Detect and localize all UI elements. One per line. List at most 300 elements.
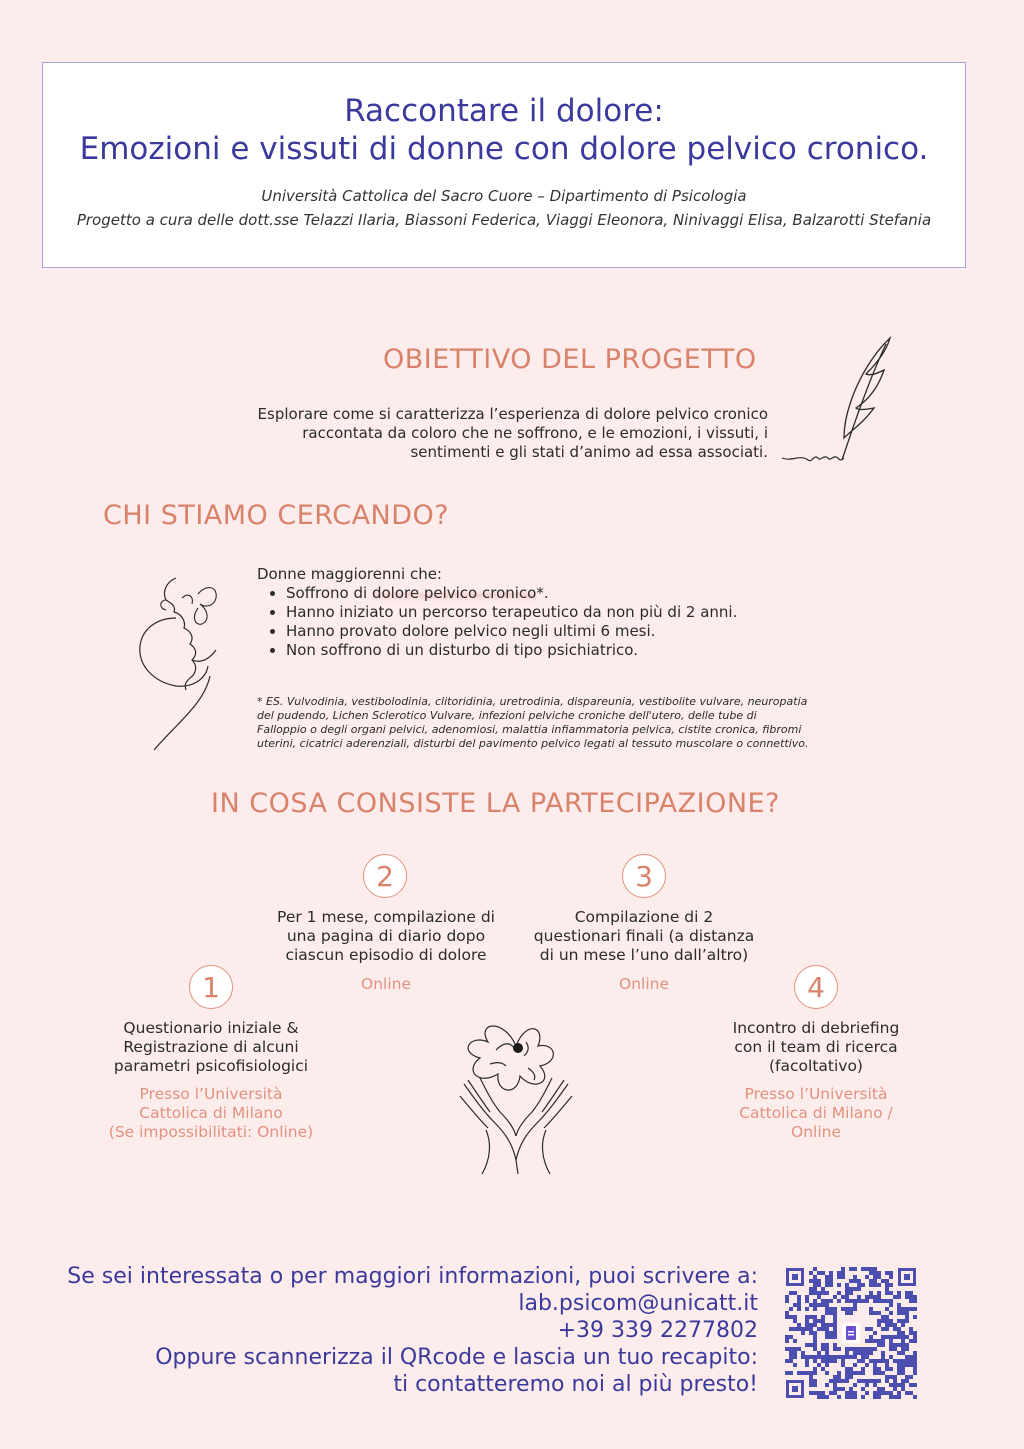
qr-module: [833, 1391, 837, 1395]
qr-module: [825, 1327, 829, 1331]
qr-module: [913, 1395, 917, 1399]
qr-module: [809, 1323, 813, 1327]
criteria-text: Soffrono di: [286, 584, 372, 602]
qr-module: [845, 1291, 849, 1295]
qr-module: [885, 1379, 889, 1383]
qr-module: [825, 1283, 829, 1287]
qr-module: [825, 1343, 829, 1347]
qr-module: [841, 1387, 845, 1391]
qr-module: [853, 1355, 857, 1359]
qr-module: [881, 1359, 885, 1363]
qr-module: [869, 1347, 873, 1351]
qr-module: [897, 1307, 901, 1311]
qr-module: [869, 1327, 873, 1331]
qr-module: [913, 1371, 917, 1375]
qr-module: [897, 1395, 901, 1399]
qr-module: [833, 1355, 837, 1359]
qr-module: [877, 1323, 881, 1327]
qr-module: [853, 1275, 857, 1279]
qr-module: [817, 1319, 821, 1323]
qr-module: [813, 1319, 817, 1323]
qr-module: [797, 1371, 801, 1375]
qr-module: [849, 1287, 853, 1291]
qr-module: [877, 1283, 881, 1287]
qr-module: [881, 1351, 885, 1355]
qr-module: [885, 1327, 889, 1331]
qr-module: [825, 1331, 829, 1335]
qr-module: [821, 1391, 825, 1395]
qr-module: [825, 1323, 829, 1327]
qr-module: [881, 1327, 885, 1331]
qr-module: [897, 1371, 901, 1375]
qr-module: [873, 1279, 877, 1283]
qr-module: [901, 1379, 905, 1383]
qr-module: [893, 1347, 897, 1351]
qr-module: [913, 1355, 917, 1359]
qr-module: [825, 1307, 829, 1311]
qr-module: [837, 1387, 841, 1391]
qr-module: [869, 1351, 873, 1355]
qr-module: [785, 1315, 789, 1319]
qr-module: [853, 1395, 857, 1399]
qr-module: [805, 1359, 809, 1363]
qr-module: [793, 1315, 797, 1319]
qr-module: [869, 1291, 873, 1295]
qr-module: [829, 1307, 833, 1311]
qr-module: [873, 1283, 877, 1287]
contact-block: [60, 1263, 758, 1398]
qr-module: [817, 1303, 821, 1307]
qr-module: [809, 1291, 813, 1295]
qr-module: [853, 1371, 857, 1375]
qr-module: [913, 1335, 917, 1339]
qr-module: [809, 1271, 813, 1275]
qr-module: [909, 1291, 913, 1295]
qr-module: [813, 1335, 817, 1339]
qr-module: [849, 1279, 853, 1283]
qr-module: [889, 1335, 893, 1339]
qr-module: [881, 1339, 885, 1343]
qr-module: [909, 1307, 913, 1311]
qr-module: [885, 1299, 889, 1303]
qr-module: [869, 1267, 873, 1271]
page-title-line2: Emozioni e vissuti di donne con dolore pelvico cronico.: [79, 131, 929, 167]
qr-module: [837, 1271, 841, 1275]
step-4-number: 4: [794, 965, 838, 1009]
qr-module: [849, 1311, 853, 1315]
qr-module: [865, 1267, 869, 1271]
qr-module: [913, 1331, 917, 1335]
qr-module: [885, 1283, 889, 1287]
qr-module: [881, 1319, 885, 1323]
location-line: Presso l’Università: [744, 1085, 888, 1103]
qr-module: [893, 1387, 897, 1391]
qr-module: [861, 1379, 865, 1383]
contact-phone-link[interactable]: +39 339 2277802: [557, 1318, 758, 1343]
objective-text: [200, 405, 768, 462]
qr-module: [813, 1359, 817, 1363]
qr-module: [901, 1311, 905, 1315]
contact-email-link[interactable]: lab.psicom@unicatt.it: [518, 1291, 758, 1316]
qr-module: [837, 1299, 841, 1303]
qr-module: [877, 1291, 881, 1295]
step-text-line: Per 1 mese, compilazione di: [277, 908, 495, 926]
qr-module: [897, 1367, 901, 1371]
qr-module: [809, 1303, 813, 1307]
qr-module: [813, 1339, 817, 1343]
footnote-line: * ES. Vulvodinia, vestibolodinia, clitoridinia, uretrodinia, dispareunia, vestibolite vulvare, neuropatia: [257, 695, 808, 708]
qr-module: [853, 1279, 857, 1283]
qr-module: [817, 1283, 821, 1287]
qr-module: [881, 1387, 885, 1391]
qr-module: [889, 1395, 893, 1399]
step-text-line: ciascun episodio di dolore: [285, 946, 487, 964]
qr-module: [885, 1307, 889, 1311]
qr-module: [877, 1295, 881, 1299]
qr-module: [905, 1363, 909, 1367]
qr-module: [817, 1395, 821, 1399]
qr-module: [869, 1339, 873, 1343]
qr-module: [821, 1315, 825, 1319]
qr-module: [821, 1287, 825, 1291]
qr-module: [785, 1299, 789, 1303]
qr-module: [845, 1283, 849, 1287]
qr-module: [829, 1279, 833, 1283]
qr-module: [849, 1347, 853, 1351]
qr-module: [833, 1311, 837, 1315]
qr-module: [817, 1363, 821, 1367]
qr-module: [905, 1355, 909, 1359]
qr-module: [829, 1271, 833, 1275]
objective-line1: Esplorare come si caratterizza l’esperienza di dolore pelvico cronico: [257, 405, 768, 423]
qr-module: [785, 1335, 789, 1339]
location-line: (Se impossibilitati: Online): [108, 1123, 314, 1141]
objective-title: OBIETTIVO DEL PROGETTO: [383, 344, 757, 375]
qr-module: [877, 1275, 881, 1279]
qr-module: [857, 1347, 861, 1351]
qr-module: [905, 1375, 909, 1379]
qr-module: [889, 1343, 893, 1347]
qr-module: [849, 1395, 853, 1399]
qr-module: [809, 1383, 813, 1387]
face-butterfly-line-art: [136, 574, 236, 754]
qr-module: [813, 1379, 817, 1383]
qr-module: [877, 1343, 881, 1347]
qr-module: [829, 1335, 833, 1339]
qr-module: [905, 1359, 909, 1363]
authors-text: Progetto a cura delle dott.sse Telazzi Ilaria, Biassoni Federica, Viaggi Eleonora, Ninivaggi Elisa, Balzarotti Stefania: [76, 211, 932, 229]
qr-module: [789, 1335, 793, 1339]
qr-module: [913, 1351, 917, 1355]
qr-module: [893, 1379, 897, 1383]
qr-module: [909, 1331, 913, 1335]
qr-module: [885, 1359, 889, 1363]
qr-module: [813, 1291, 817, 1295]
qr-module: [813, 1307, 817, 1311]
qr-module: [793, 1363, 797, 1367]
qr-module: [841, 1363, 845, 1367]
quill-pen-icon: [778, 334, 896, 468]
qr-module: [841, 1275, 845, 1279]
qr-module: [797, 1295, 801, 1299]
qr-module: [785, 1359, 789, 1363]
step-text-line: Compilazione di 2: [574, 908, 714, 926]
qr-module: [821, 1323, 825, 1327]
step-text-line: questionari finali (a distanza: [533, 927, 755, 945]
step-text-line: (facoltativo): [769, 1057, 863, 1075]
qr-module: [793, 1355, 797, 1359]
qr-module: [893, 1335, 897, 1339]
qr-module: [853, 1267, 857, 1271]
qr-module: [849, 1375, 853, 1379]
qr-module: [825, 1383, 829, 1387]
qr-module: [873, 1275, 877, 1279]
qr-module: [853, 1303, 857, 1307]
contact-intro: Se sei interessata o per maggiori informazioni, puoi scrivere a:: [67, 1264, 758, 1289]
qr-module: [893, 1383, 897, 1387]
qr-module: [805, 1299, 809, 1303]
qr-module: [897, 1331, 901, 1335]
qr-module: [825, 1303, 829, 1307]
qr-module: [825, 1371, 829, 1375]
qr-module: [893, 1323, 897, 1327]
step-3-location: Online: [619, 975, 669, 993]
qr-module: [873, 1347, 877, 1351]
qr-module: [877, 1319, 881, 1323]
qr-module: [909, 1359, 913, 1363]
qr-module: [889, 1391, 893, 1395]
qr-module: [877, 1379, 881, 1383]
qr-module: [801, 1371, 805, 1375]
step-4-description: [696, 1019, 936, 1076]
qr-module: [829, 1299, 833, 1303]
qr-module: [881, 1335, 885, 1339]
qr-module: [861, 1355, 865, 1359]
qr-module: [825, 1347, 829, 1351]
step-1-location: [91, 1085, 331, 1142]
qr-module: [845, 1379, 849, 1383]
qr-module: [889, 1375, 893, 1379]
qr-module: [893, 1359, 897, 1363]
qr-module: [901, 1339, 905, 1343]
qr-module: [881, 1279, 885, 1283]
qr-module: [913, 1363, 917, 1367]
step-text-line: Registrazione di alcuni: [123, 1038, 299, 1056]
footnote-line: uterini, cicatrici aderenziali, disturbi del pavimento pelvico legati al tessuto muscolare o connettivo.: [257, 737, 809, 750]
qr-module: [853, 1287, 857, 1291]
qr-module: [877, 1371, 881, 1375]
qr-module: [817, 1391, 821, 1395]
criteria-text: *.: [536, 584, 549, 602]
qr-module: [857, 1295, 861, 1299]
qr-module: [881, 1355, 885, 1359]
qr-module: [837, 1355, 841, 1359]
qr-module: [849, 1267, 853, 1271]
qr-module: [813, 1383, 817, 1387]
qr-module: [813, 1315, 817, 1319]
qr-module: [845, 1375, 849, 1379]
qr-module: [897, 1335, 901, 1339]
qr-module: [897, 1343, 901, 1347]
qr-module: [845, 1307, 849, 1311]
qr-module: [841, 1271, 845, 1275]
qr-module: [825, 1275, 829, 1279]
qr-module: [837, 1283, 841, 1287]
qr-module: [885, 1363, 889, 1367]
step-text-line: Incontro di debriefing: [732, 1019, 900, 1037]
qr-module: [901, 1307, 905, 1311]
qr-code[interactable]: [784, 1266, 918, 1400]
qr-module: [809, 1327, 813, 1331]
qr-module: [789, 1347, 793, 1351]
qr-module: [861, 1299, 865, 1303]
qr-module: [905, 1307, 909, 1311]
qr-module: [813, 1267, 817, 1271]
qr-module: [909, 1383, 913, 1387]
qr-module: [873, 1267, 877, 1271]
qr-module: [901, 1367, 905, 1371]
qr-module: [833, 1295, 837, 1299]
qr-module: [813, 1279, 817, 1283]
qr-module: [901, 1359, 905, 1363]
qr-module: [873, 1359, 877, 1363]
qr-module: [841, 1355, 845, 1359]
qr-module: [865, 1391, 869, 1395]
qr-module: [905, 1319, 909, 1323]
qr-module: [865, 1339, 869, 1343]
qr-module: [829, 1331, 833, 1335]
qr-module: [797, 1347, 801, 1351]
qr-module: [857, 1379, 861, 1383]
qr-module: [905, 1335, 909, 1339]
qr-module: [865, 1379, 869, 1383]
qr-module: [853, 1299, 857, 1303]
footnote-line: del pudendo, Lichen Sclerotico Vulvare, infezioni pelviche croniche dell'utero, delle tube di: [257, 709, 757, 722]
qr-module: [885, 1271, 889, 1275]
qr-module: [789, 1327, 793, 1331]
qr-module: [821, 1367, 825, 1371]
qr-module: [801, 1327, 805, 1331]
qr-module: [893, 1375, 897, 1379]
qr-module: [881, 1343, 885, 1347]
qr-module: [805, 1315, 809, 1319]
qr-module: [905, 1379, 909, 1383]
qr-module: [869, 1379, 873, 1383]
qr-module: [873, 1271, 877, 1275]
qr-module: [893, 1327, 897, 1331]
qr-module: [793, 1327, 797, 1331]
qr-module: [789, 1315, 793, 1319]
qr-module: [897, 1303, 901, 1307]
criteria-list: [257, 584, 737, 660]
qr-module: [885, 1335, 889, 1339]
qr-module: [813, 1331, 817, 1335]
qr-module: [825, 1299, 829, 1303]
qr-module: [797, 1299, 801, 1303]
qr-module: [861, 1387, 865, 1391]
qr-module: [913, 1299, 917, 1303]
qr-module: [817, 1327, 821, 1331]
qr-module: [785, 1339, 789, 1343]
qr-module: [865, 1295, 869, 1299]
qr-module: [789, 1355, 793, 1359]
qr-module: [833, 1335, 837, 1339]
qr-module: [857, 1371, 861, 1375]
qr-module: [841, 1267, 845, 1271]
qr-module: [817, 1279, 821, 1283]
qr-module: [837, 1379, 841, 1383]
qr-module: [905, 1343, 909, 1347]
qr-module: [877, 1387, 881, 1391]
qr-module: [865, 1347, 869, 1351]
qr-module: [845, 1355, 849, 1359]
location-line: Cattolica di Milano /: [739, 1104, 893, 1122]
qr-module: [809, 1355, 813, 1359]
qr-module: [813, 1391, 817, 1395]
qr-module: [909, 1339, 913, 1343]
qr-module: [889, 1275, 893, 1279]
qr-module: [913, 1307, 917, 1311]
qr-module: [797, 1323, 801, 1327]
qr-module: [817, 1355, 821, 1359]
qr-module: [897, 1351, 901, 1355]
qr-module: [809, 1371, 813, 1375]
qr-module: [845, 1391, 849, 1395]
qr-module: [861, 1283, 865, 1287]
qr-module: [857, 1359, 861, 1363]
qr-module: [885, 1279, 889, 1283]
qr-module: [865, 1383, 869, 1387]
qr-module: [837, 1371, 841, 1375]
qr-module: [885, 1391, 889, 1395]
qr-module: [813, 1303, 817, 1307]
qr-module: [901, 1331, 905, 1335]
qr-module: [821, 1359, 825, 1363]
qr-module: [901, 1347, 905, 1351]
qr-module: [821, 1319, 825, 1323]
qr-module: [805, 1307, 809, 1311]
target-intro: Donne maggiorenni che:: [257, 565, 442, 583]
qr-module: [813, 1367, 817, 1371]
qr-module: [909, 1363, 913, 1367]
location-line: Presso l’Università: [139, 1085, 283, 1103]
qr-module: [881, 1371, 885, 1375]
qr-module: [877, 1367, 881, 1371]
qr-module: [809, 1375, 813, 1379]
qr-module: [873, 1311, 877, 1315]
qr-module: [829, 1323, 833, 1327]
qr-module: [909, 1391, 913, 1395]
qr-module: [813, 1343, 817, 1347]
qr-module: [825, 1355, 829, 1359]
qr-module: [869, 1359, 873, 1363]
qr-module: [889, 1311, 893, 1315]
qr-module: [813, 1275, 817, 1279]
qr-module: [901, 1343, 905, 1347]
qr-module: [901, 1319, 905, 1323]
qr-module: [849, 1299, 853, 1303]
qr-module: [897, 1363, 901, 1367]
qr-module: [833, 1315, 837, 1319]
qr-module: [853, 1307, 857, 1311]
qr-module: [829, 1379, 833, 1383]
qr-module: [845, 1311, 849, 1315]
qr-module: [865, 1299, 869, 1303]
qr-module: [845, 1347, 849, 1351]
qr-module: [881, 1315, 885, 1319]
qr-module: [829, 1391, 833, 1395]
qr-module: [813, 1287, 817, 1291]
